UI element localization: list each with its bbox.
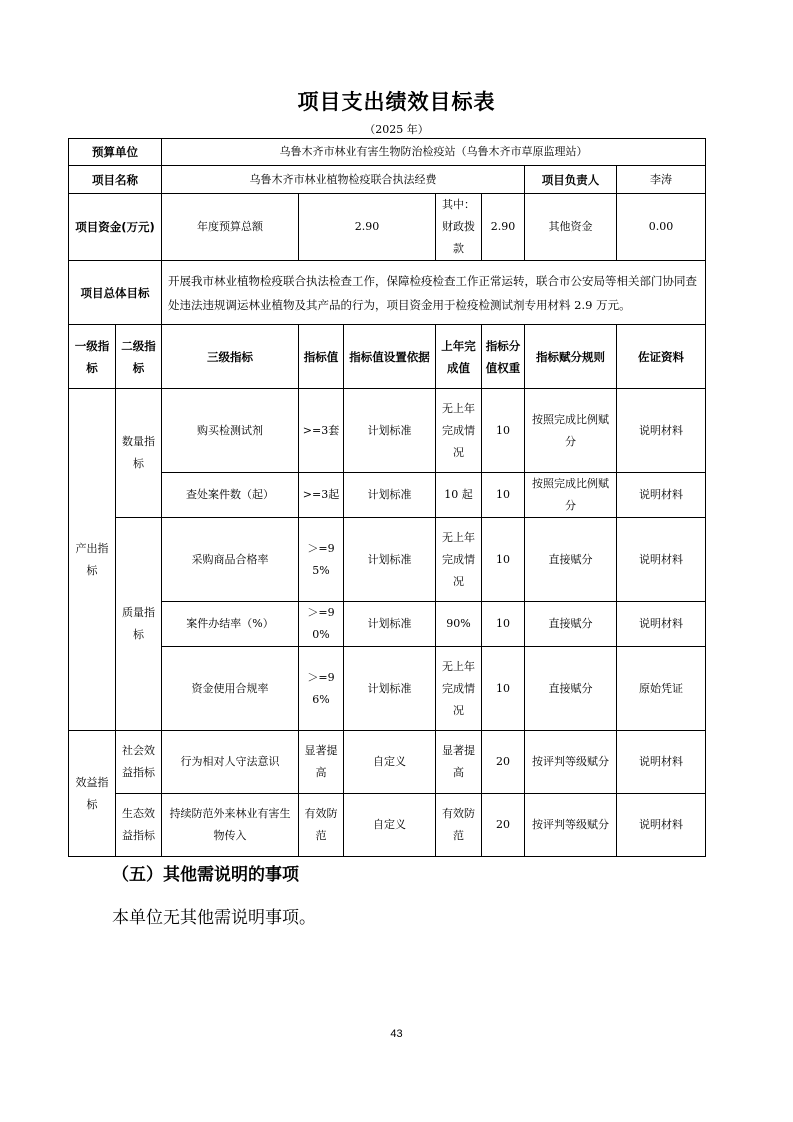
overall-goal-label: 项目总体目标 <box>69 261 162 325</box>
indicator-value: 显著提高 <box>299 731 344 794</box>
indicator-last-year: 有效防范 <box>436 794 482 857</box>
project-name-value: 乌鲁木齐市林业植物检疫联合执法经费 <box>162 166 525 194</box>
indicator-basis: 计划标准 <box>344 473 436 518</box>
indicator-last-year: 无上年完成情况 <box>436 518 482 602</box>
indicator-last-year: 无上年完成情况 <box>436 389 482 473</box>
page-title: 项目支出绩效目标表 <box>297 90 496 114</box>
indicator-value: ＞=96% <box>299 647 344 731</box>
table-row <box>69 473 706 518</box>
budget-unit-label: 预算单位 <box>69 139 162 166</box>
indicator-evidence: 说明材料 <box>617 602 706 647</box>
section-body-text: 本单位无其他需说明事项。 <box>112 908 316 928</box>
indicator-basis: 计划标准 <box>344 389 436 473</box>
indicator-basis: 自定义 <box>344 731 436 794</box>
table-row <box>69 647 706 731</box>
indicator-basis: 计划标准 <box>344 518 436 602</box>
col-target-value: 指标值 <box>299 325 344 389</box>
indicator-evidence: 原始凭证 <box>617 647 706 731</box>
indicator-evidence: 说明材料 <box>617 473 706 518</box>
table-row <box>69 794 706 857</box>
indicator-evidence: 说明材料 <box>617 794 706 857</box>
other-funds-value: 0.00 <box>617 194 706 261</box>
table-row <box>69 518 706 602</box>
indicator-weight: 20 <box>482 731 525 794</box>
indicator-rule: 按照完成比例赋分 <box>525 473 617 518</box>
section-heading: （五）其他需说明的事项 <box>112 865 299 885</box>
annual-total-value: 2.90 <box>299 194 436 261</box>
indicator-rule: 按评判等级赋分 <box>525 731 617 794</box>
indicator-name: 购买检测试剂 <box>162 389 299 473</box>
col-scoring-rule: 指标赋分规则 <box>525 325 617 389</box>
indicator-name: 查处案件数（起） <box>162 473 299 518</box>
indicator-last-year: 10 起 <box>436 473 482 518</box>
col-weight: 指标分值权重 <box>482 325 525 389</box>
project-name-label: 项目名称 <box>69 166 162 194</box>
indicator-weight: 10 <box>482 647 525 731</box>
indicator-rule: 按评判等级赋分 <box>525 794 617 857</box>
indicator-name: 采购商品合格率 <box>162 518 299 602</box>
level2-eco: 生态效益指标 <box>116 794 162 857</box>
col-basis: 指标值设置依据 <box>344 325 436 389</box>
level2-social: 社会效益指标 <box>116 731 162 794</box>
indicator-last-year: 无上年完成情况 <box>436 647 482 731</box>
indicator-value: 有效防范 <box>299 794 344 857</box>
col-evidence: 佐证资料 <box>617 325 706 389</box>
indicator-rule: 按照完成比例赋分 <box>525 389 617 473</box>
project-leader-label: 项目负责人 <box>525 166 617 194</box>
level2-quality: 质量指标 <box>116 518 162 731</box>
indicator-name: 行为相对人守法意识 <box>162 731 299 794</box>
indicator-name: 持续防范外来林业有害生物传入 <box>162 794 299 857</box>
page-number: 43 <box>390 1028 403 1040</box>
indicator-basis: 计划标准 <box>344 602 436 647</box>
indicator-evidence: 说明材料 <box>617 731 706 794</box>
indicator-rule: 直接赋分 <box>525 647 617 731</box>
level1-benefit: 效益指标 <box>69 731 116 857</box>
indicator-rule: 直接赋分 <box>525 602 617 647</box>
indicator-name: 案件办结率（%） <box>162 602 299 647</box>
indicator-weight: 10 <box>482 473 525 518</box>
project-funds-label: 项目资金(万元) <box>69 194 162 261</box>
indicator-basis: 自定义 <box>344 794 436 857</box>
indicator-value: >=3套 <box>299 389 344 473</box>
indicator-value: ＞=90% <box>299 602 344 647</box>
col-level1: 一级指标 <box>69 325 116 389</box>
table-row <box>69 389 706 473</box>
fiscal-value: 2.90 <box>482 194 525 261</box>
indicator-value: ＞=95% <box>299 518 344 602</box>
indicator-basis: 计划标准 <box>344 647 436 731</box>
performance-target-table <box>68 138 706 857</box>
indicator-weight: 10 <box>482 389 525 473</box>
level2-quantity: 数量指标 <box>116 389 162 518</box>
indicator-value: >=3起 <box>299 473 344 518</box>
indicator-name: 资金使用合规率 <box>162 647 299 731</box>
indicator-last-year: 显著提高 <box>436 731 482 794</box>
other-funds-label: 其他资金 <box>525 194 617 261</box>
table-row <box>69 731 706 794</box>
table-row <box>69 602 706 647</box>
page-subtitle-year: （2025 年） <box>364 123 429 136</box>
fiscal-label: 其中：财政拨款 <box>436 194 482 261</box>
indicator-weight: 10 <box>482 602 525 647</box>
project-leader-value: 李涛 <box>617 166 706 194</box>
indicator-evidence: 说明材料 <box>617 389 706 473</box>
level1-output: 产出指标 <box>69 389 116 731</box>
col-last-year: 上年完成值 <box>436 325 482 389</box>
col-level3: 三级指标 <box>162 325 299 389</box>
overall-goal-text: 开展我市林业植物检疫联合执法检查工作，保障检疫检查工作正常运转，联合市公安局等相关部门协同查处违法违规调运林业植物及其产品的行为，项目资金用于检疫检测试剂专用材料 2.9 万元。 <box>162 261 706 325</box>
indicator-weight: 10 <box>482 518 525 602</box>
indicator-rule: 直接赋分 <box>525 518 617 602</box>
indicator-weight: 20 <box>482 794 525 857</box>
budget-unit-value: 乌鲁木齐市林业有害生物防治检疫站（乌鲁木齐市草原监理站） <box>162 139 706 166</box>
indicator-evidence: 说明材料 <box>617 518 706 602</box>
annual-total-label: 年度预算总额 <box>162 194 299 261</box>
indicator-last-year: 90% <box>436 602 482 647</box>
col-level2: 二级指标 <box>116 325 162 389</box>
